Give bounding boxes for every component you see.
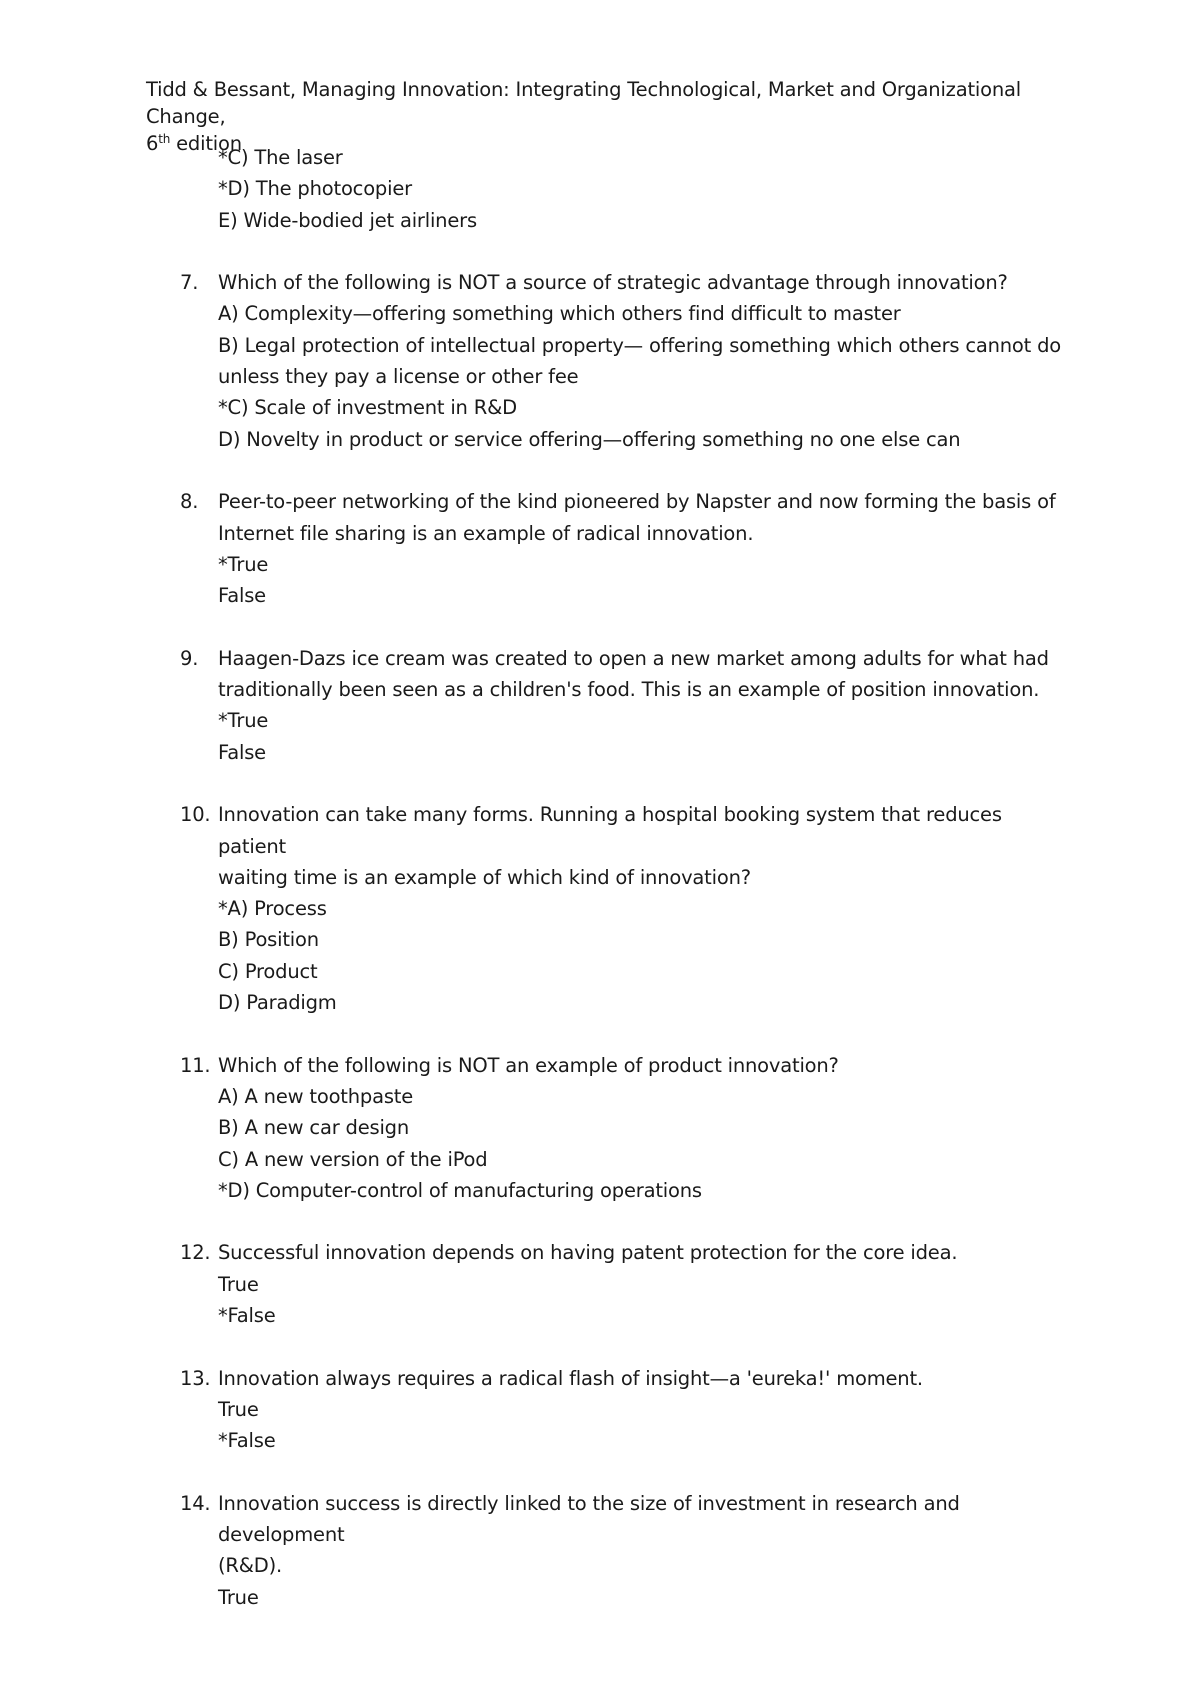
answer-option: *True xyxy=(218,552,269,576)
answer-option: C) Product xyxy=(218,959,318,983)
answer-option: True xyxy=(218,1272,259,1296)
question-12 xyxy=(0,1237,1191,1331)
answer-option: E) Wide-bodied jet airliners xyxy=(218,208,477,232)
answer-option: A) A new toothpaste xyxy=(218,1084,414,1108)
question-text: Innovation success is directly linked to the size of investment in research and development xyxy=(218,1491,960,1547)
answer-option: B) Position xyxy=(218,928,319,952)
question-9 xyxy=(0,643,1191,768)
question-14 xyxy=(0,1488,1191,1613)
answer-option: *A) Process xyxy=(218,897,327,921)
answer-option: *D) The photocopier xyxy=(218,177,412,201)
answer-option: *C) The laser xyxy=(218,146,343,169)
answer-option: B) A new car design xyxy=(218,1116,410,1140)
answer-option: True xyxy=(218,1397,259,1421)
question-text: Haagen-Dazs ice cream was created to open a new market among adults for what had xyxy=(218,646,1049,670)
answer-option: *False xyxy=(218,1303,276,1327)
question-text: Peer-to-peer networking of the kind pioneered by Napster and now forming the basis of xyxy=(218,490,1056,514)
answer-option: True xyxy=(218,1585,259,1609)
question-number: 14. xyxy=(180,1491,211,1515)
answer-option: False xyxy=(218,584,266,608)
edition-superscript: th xyxy=(158,132,171,146)
edition-number: 6 xyxy=(146,132,159,155)
question-text: Which of the following is NOT a source of strategic advantage through innovation? xyxy=(218,271,1008,295)
answer-option: D) Novelty in product or service offering—offering something no one else can xyxy=(218,427,961,451)
question-text: Which of the following is NOT an example of product innovation? xyxy=(218,1053,839,1077)
question-number: 11. xyxy=(180,1053,211,1077)
question-list xyxy=(0,142,1191,1613)
question-number: 8. xyxy=(180,490,199,514)
question-text: (R&D). xyxy=(218,1554,282,1578)
question-13 xyxy=(0,1363,1191,1457)
question-number: 12. xyxy=(180,1241,211,1265)
question-10 xyxy=(0,799,1191,1018)
question-8 xyxy=(0,486,1191,611)
answer-option: A) Complexity—offering something which others find difficult to master xyxy=(218,302,901,326)
edition-word: edition xyxy=(170,132,242,155)
answer-option-continued: unless they pay a license or other fee xyxy=(218,365,579,389)
answer-option: False xyxy=(218,740,266,764)
answer-option: B) Legal protection of intellectual property— offering something which others cannot do xyxy=(218,333,1062,357)
question-text: waiting time is an example of which kind of innovation? xyxy=(218,865,751,889)
question-number: 9. xyxy=(180,646,199,670)
continued-answers xyxy=(218,142,1191,236)
answer-option: *D) Computer-control of manufacturing operations xyxy=(218,1178,702,1202)
question-text: Internet file sharing is an example of radical innovation. xyxy=(218,521,754,545)
question-11 xyxy=(0,1050,1191,1206)
question-7 xyxy=(0,267,1191,455)
answer-option: C) A new version of the iPod xyxy=(218,1147,488,1171)
answer-option: *C) Scale of investment in R&D xyxy=(218,396,517,420)
question-number: 10. xyxy=(180,803,211,827)
question-number: 13. xyxy=(180,1366,211,1390)
question-text: Innovation can take many forms. Running a hospital booking system that reduces patient xyxy=(218,803,1002,858)
answer-option: *False xyxy=(218,1429,276,1453)
question-text: Successful innovation depends on having patent protection for the core idea. xyxy=(218,1241,958,1265)
answer-option: D) Paradigm xyxy=(218,991,337,1015)
question-number: 7. xyxy=(180,271,199,295)
question-text: Innovation always requires a radical flash of insight—a 'eureka!' moment. xyxy=(218,1366,923,1390)
header-title: Tidd & Bessant, Managing Innovation: Integrating Technological, Market and Organizational Change, xyxy=(146,78,1021,128)
question-text: traditionally been seen as a children's food. This is an example of position innovation. xyxy=(218,678,1040,702)
answer-option: *True xyxy=(218,709,269,733)
